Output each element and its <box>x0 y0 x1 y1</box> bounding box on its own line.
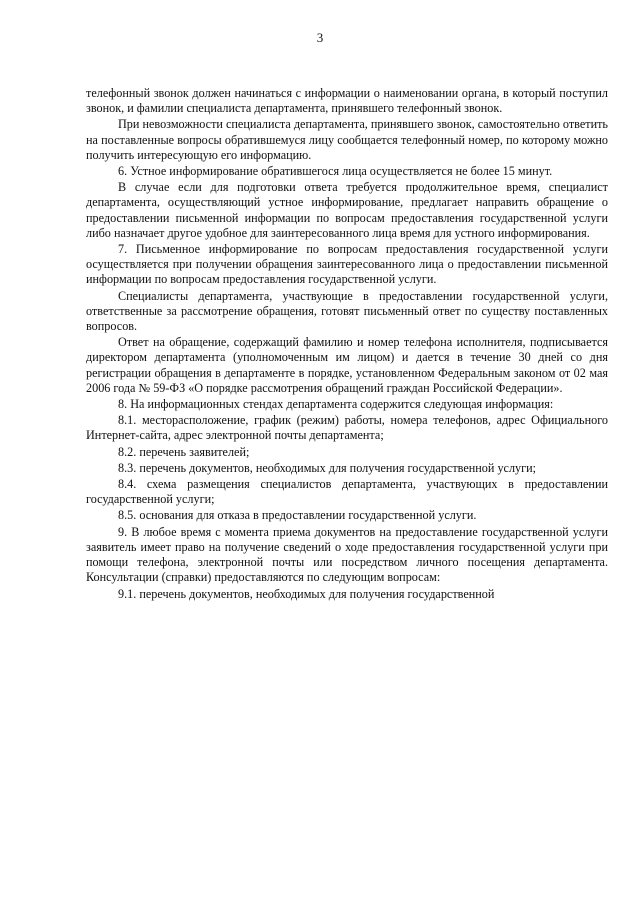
paragraph: 8.5. основания для отказа в предоставлении государственной услуги. <box>118 508 477 523</box>
paragraph: телефонный звонок должен начинаться с информации о наименовании органа, в который поступил звонок, и фамилии специалиста департамента, принявшего телефонный звонок. <box>86 86 608 116</box>
paragraph: В случае если для подготовки ответа требуется продолжительное время, специалист департамента, осуществляющий устное информирование, предлагает направить обращение о предоставлении письменной информации по вопросам предоставления государственной услуги либо назначает другое удобное для заинтересованного лица время для устного информирования. <box>86 180 608 240</box>
paragraph: Ответ на обращение, содержащий фамилию и номер телефона исполнителя, подписывается директором департамента (уполномоченным им лицом) и дается в течение 30 дней со дня регистрации обращения в департаменте в порядке, установленном Федеральным законом от 02 мая 2006 года № 59-ФЗ «О порядке рассмотрения обращений граждан Российской Федерации». <box>86 335 608 395</box>
paragraph: 8.1. месторасположение, график (режим) работы, номера телефонов, адрес Официального Интернет-сайта, адрес электронной почты департамента; <box>86 413 608 443</box>
paragraph: 9.1. перечень документов, необходимых для получения государственной <box>118 586 495 601</box>
paragraph: 8. На информационных стендах департамента содержится следующая информация: <box>118 397 554 412</box>
paragraph: 9. В любое время с момента приема документов на предоставление государственной услуги заявитель имеет право на получение сведений о ходе предоставления государственной услуги при помощи телефона, электронной почты или посредством личного посещения департамента. Консультации (справки) предоставляются по следующим вопросам: <box>86 524 608 585</box>
paragraph: 8.2. перечень заявителей; <box>118 444 250 459</box>
page-number: 3 <box>316 30 324 45</box>
paragraph: Специалисты департамента, участвующие в предоставлении государственной услуги, ответственные за рассмотрение обращения, готовят письменный ответ по существу поставленных вопросов. <box>86 288 608 334</box>
paragraph: 8.4. схема размещения специалистов департамента, участвующих в предоставлении государственной услуги; <box>86 477 608 507</box>
document-body <box>86 86 608 603</box>
paragraph: 6. Устное информирование обратившегося лица осуществляется не более 15 минут. <box>118 164 553 179</box>
paragraph: 8.3. перечень документов, необходимых для получения государственной услуги; <box>118 460 537 475</box>
paragraph: 7. Письменное информирование по вопросам предоставления государственной услуги осуществляется при получении обращения заинтересованного лица о предоставлении письменной информации по вопросам предоставления государственной услуги. <box>86 242 608 287</box>
paragraph: При невозможности специалиста департамента, принявшего звонок, самостоятельно ответить на поставленные вопросы обратившемуся лицу сообщается телефонный номер, по которому можно получить интересующую его информацию. <box>86 117 608 162</box>
